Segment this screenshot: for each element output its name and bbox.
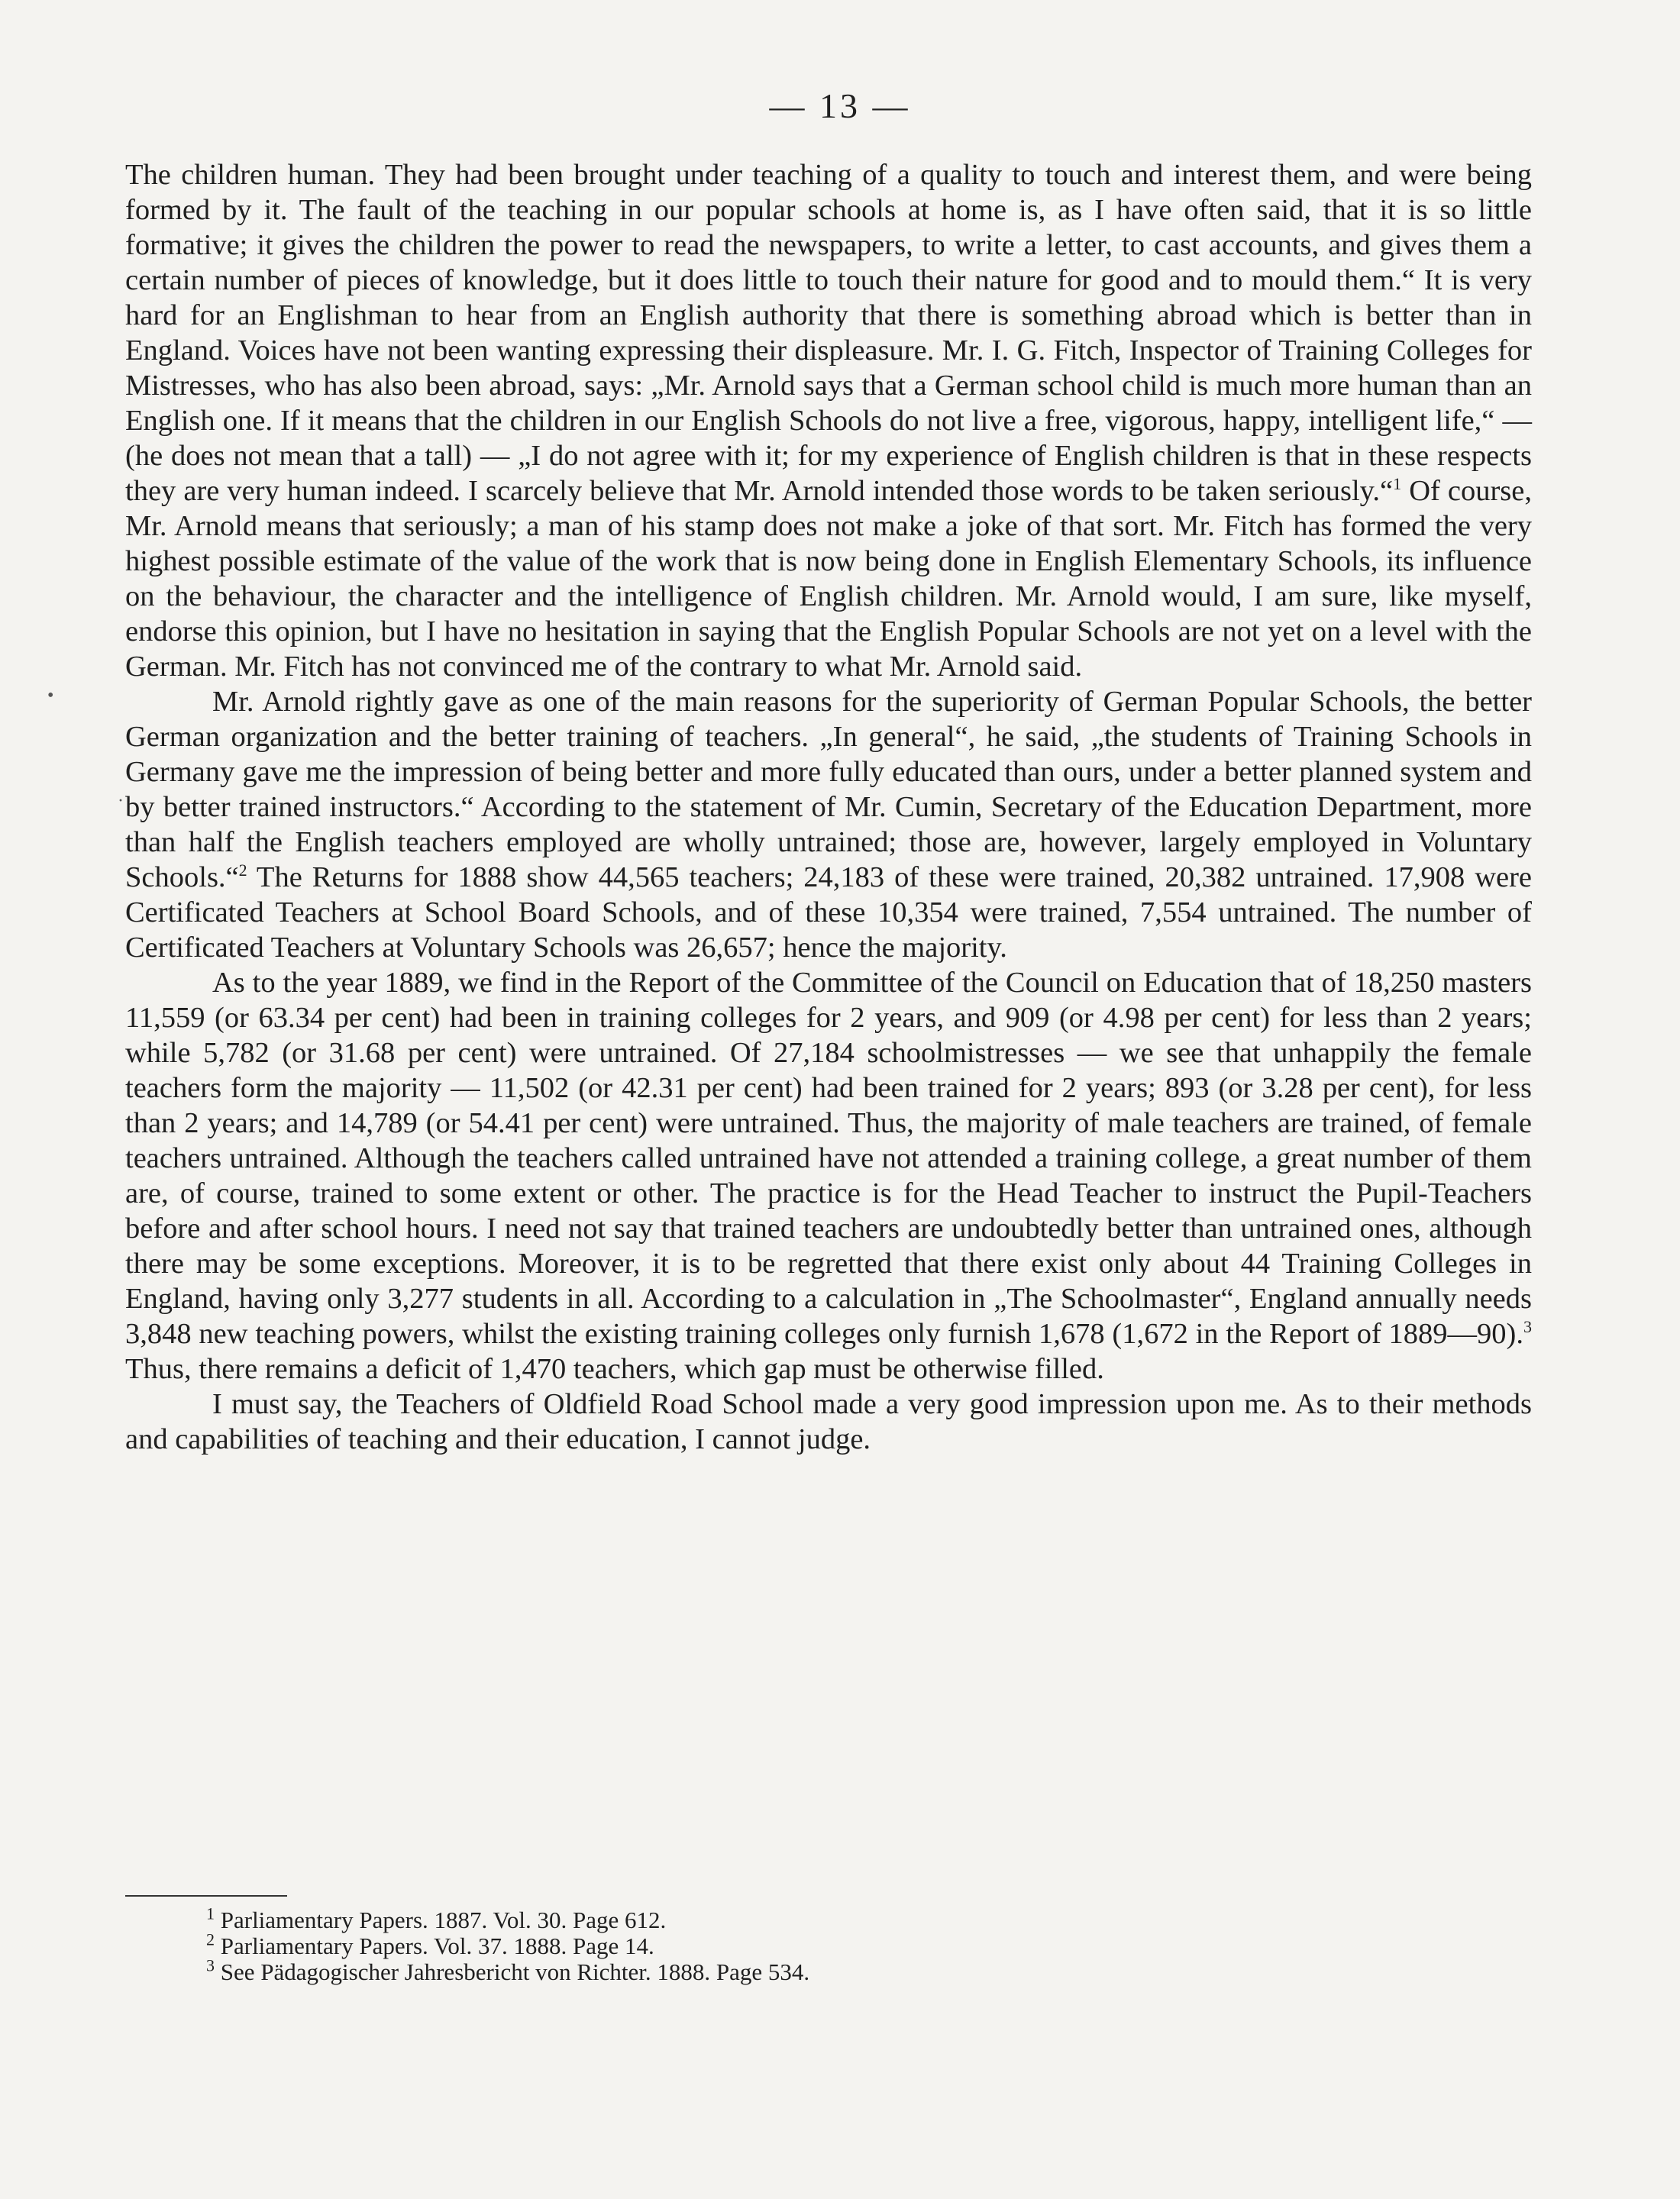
paragraph: [125, 1387, 1532, 1457]
paragraph: [125, 965, 1532, 1387]
footnotes: [206, 1904, 1352, 1985]
footnote-reference: 2: [238, 861, 247, 880]
footnote-mark: 1: [206, 1904, 215, 1923]
paragraph-text: As to the year 1889, we find in the Report of the Committee of the Council on Education that of 18,250 masters 11,559 (or 63.34 per cent) had been in training colleges for 2 years, and 909 (or 4.98 per cent) for less than 2 years; while 5,782 (or 31.68 per cent) were untrained. Of 27,184 schoolmistresses — we see that unhappily the female teachers form the majority — 11,502 (or 42.31 per cent) had been trained for 2 years; 893 (or 3.28 per cent), for less than 2 years; and 14,789 (or 54.41 per cent) were untrained. Thus, the majority of male teachers are trained, of female teachers untrained. Although the teachers called untrained have not attended a training college, a great number of them are, of course, trained to some extent or other. The practice is for the Head Teacher to instruct the Pupil-Teachers before and after school hours. I need not say that trained teachers are undoubtedly better than untrained ones, although there may be some exceptions. Moreover, it is to be regretted that there exist only about 44 Training Colleges in England, having only 3,277 students in all. According to a calculation in „The Schoolmaster“, England annually needs 3,848 new teaching powers, whilst the existing training colleges only furnish 1,678 (1,672 in the Report of 1889—90).: [125, 967, 1532, 1350]
paragraph: [125, 684, 1532, 965]
paragraph: [125, 157, 1532, 684]
stray-mark: •: [47, 686, 54, 706]
paragraph-text: Of course, Mr. Arnold means that seriously; a man of his stamp does not make a joke of that sort. Mr. Fitch has formed the very highest possible estimate of the value of the work that is now being done in English Elementary Schools, its influence on the behaviour, the character and the intelligence of English children. Mr. Arnold would, I am sure, like myself, endorse this opinion, but I have no hesitation in saying that the English Popular Schools are not yet on a level with the German. Mr. Fitch has not convinced me of the contrary to what Mr. Arnold said.: [125, 475, 1533, 683]
stray-mark: ·: [118, 791, 124, 811]
body-text: [125, 157, 1532, 1457]
footnote-text: Parliamentary Papers. Vol. 37. 1888. Page 14.: [215, 1933, 654, 1959]
footnote-mark: 2: [206, 1929, 215, 1949]
footnote: [206, 1929, 1352, 1959]
paragraph-text: The children human. They had been brought under teaching of a quality to touch and interest them, and were being formed by it. The fault of the teaching in our popular schools at home is, as I have often said, that it is so little formative; it gives the children the power to read the newspapers, to write a letter, to cast accounts, and gives them a certain number of pieces of knowledge, but it does little to touch their nature for good and to mould them.“ It is very hard for an Englishman to hear from an English authority that there is something abroad which is better than in England. Voices have not been wanting expressing their displeasure. Mr. I. G. Fitch, Inspector of Training Colleges for Mistresses, who has also been abroad, says: „Mr. Arnold says that a German school child is much more human than an English one. If it means that the children in our English Schools do not live a free, vigorous, happy, intelligent life,“ — (he does not mean that a tall) — „I do not agree with it; for my experience of English children is that in these respects they are very human indeed. I scarcely believe that Mr. Arnold intended those words to be taken seriously.“: [125, 159, 1532, 507]
footnote-text: Parliamentary Papers. 1887. Vol. 30. Page 612.: [215, 1907, 667, 1933]
paragraph-text: Thus, there remains a deficit of 1,470 teachers, which gap must be otherwise filled.: [125, 1353, 1104, 1385]
footnote-text: See Pädagogischer Jahresbericht von Richter. 1888. Page 534.: [215, 1958, 810, 1985]
paragraph-text: Mr. Arnold rightly gave as one of the main reasons for the superiority of German Popular Schools, the better German organization and the better training of teachers. „In general“, he said, „the students of Training Schools in Germany gave me the impression of being better and more fully educated than ours, under a better planned system and by better trained instructors.“ According to the statement of Mr. Cumin, Secretary of the Education Department, more than half the English teachers employed are wholly untrained; those are, however, largely employed in Voluntary Schools.“: [125, 686, 1532, 893]
page-number: — 13 —: [769, 86, 911, 125]
paragraph-text: The Returns for 1888 show 44,565 teachers; 24,183 of these were trained, 20,382 untrained. 17,908 were Certificated Teachers at School Board Schools, and of these 10,354 were trained, 7,554 untrained. The number of Certificated Teachers at Voluntary Schools was 26,657; hence the majority.: [125, 861, 1532, 964]
footnote: [206, 1955, 1352, 1985]
footnote-reference: 3: [1523, 1317, 1532, 1337]
paragraph-text: I must say, the Teachers of Oldfield Road School made a very good impression upon me. As to their methods and capabilities of teaching and their education, I cannot judge.: [125, 1388, 1532, 1455]
footnote-mark: 3: [206, 1955, 215, 1975]
footnote-separator: [125, 1895, 287, 1897]
footnote: [206, 1904, 1352, 1933]
footnote-reference: 1: [1393, 474, 1402, 494]
